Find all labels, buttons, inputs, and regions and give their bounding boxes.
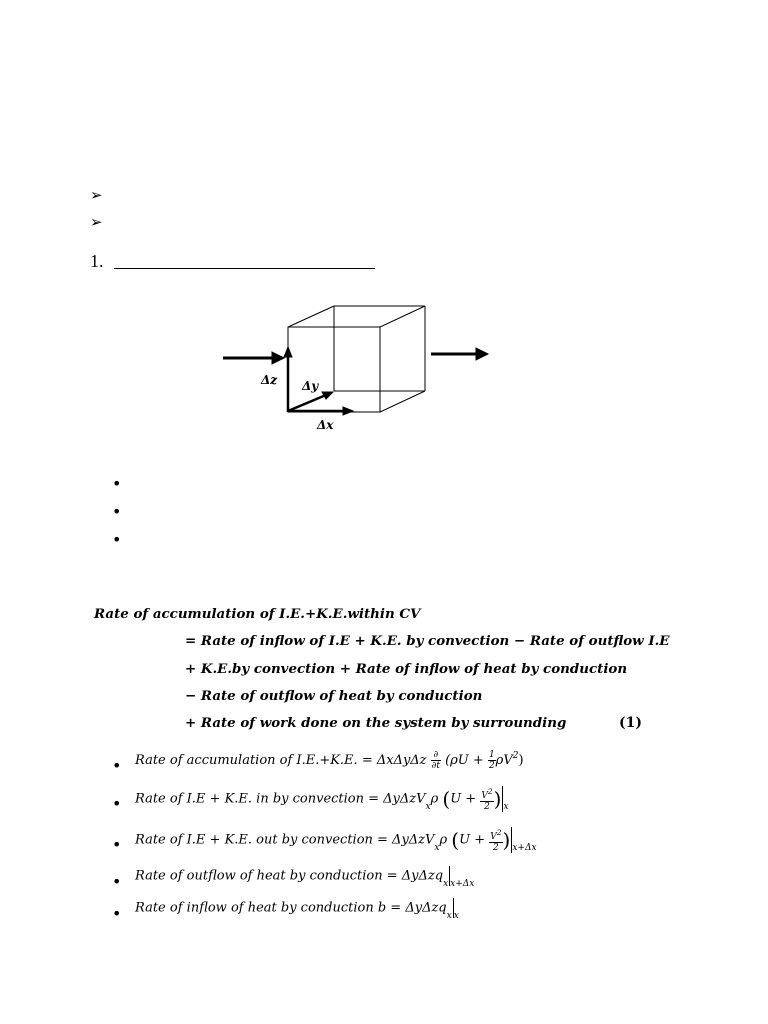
label-dy: Δy <box>302 379 319 393</box>
control-volume-diagram <box>0 0 768 460</box>
balance-line-2: = Rate of inflow of I.E + K.E. by convection − Rate of outflow I.E <box>185 633 670 649</box>
term-bullet-1: • <box>112 756 122 775</box>
label-dz: Δz <box>261 373 278 387</box>
term-bullet-3: • <box>112 835 122 854</box>
term-outflow-conduction: Rate of outflow of heat by conduction = ΔyΔzq$_x$ $_{x+\Delta x}$ <box>135 866 474 886</box>
label-dx: Δx <box>317 418 334 432</box>
arrow-bullet-1: ➢ <box>90 186 103 204</box>
term-bullet-5: • <box>112 904 122 923</box>
term-bullet-4: • <box>112 872 122 891</box>
term-inflow-convection: Rate of I.E + K.E. in by convection = ΔyΔzV$_x$ρ (U + $\frac{V^2}{2}$ ) $_x$ <box>135 786 509 812</box>
balance-line-4: − Rate of outflow of heat by conduction <box>185 688 483 704</box>
bullet-2: • <box>112 502 122 521</box>
term-bullet-2: • <box>112 794 122 813</box>
balance-line-5: + Rate of work done on the system by surrounding <box>185 715 567 731</box>
term-accumulation: Rate of accumulation of I.E.+K.E. = ΔxΔyΔz $\frac{\partial}{\partial t}$ (ρU + $\frac{1}{2}$ $\rho V^2$) <box>135 750 524 771</box>
bullet-3: • <box>112 530 122 549</box>
cube-outline <box>288 306 425 412</box>
y-axis-arrow <box>288 395 326 411</box>
arrow-bullet-2: ➢ <box>90 213 103 231</box>
balance-line-3: + K.E.by convection + Rate of inflow of heat by conduction <box>185 661 628 677</box>
equation-number: (1) <box>619 715 642 731</box>
bullet-1: • <box>112 474 122 493</box>
term-inflow-conduction: Rate of inflow of heat by conduction b = ΔyΔzq$_x$ $_x$ <box>135 898 459 918</box>
list-number: 1. <box>90 251 104 271</box>
balance-line-1: Rate of accumulation of I.E.+K.E.within CV <box>94 606 421 622</box>
term-outflow-convection: Rate of I.E + K.E. out by convection = ΔyΔzV$_x$ρ (U + $\frac{V^2}{2}$ ) $_{x+\Delta x}$ <box>135 827 537 853</box>
